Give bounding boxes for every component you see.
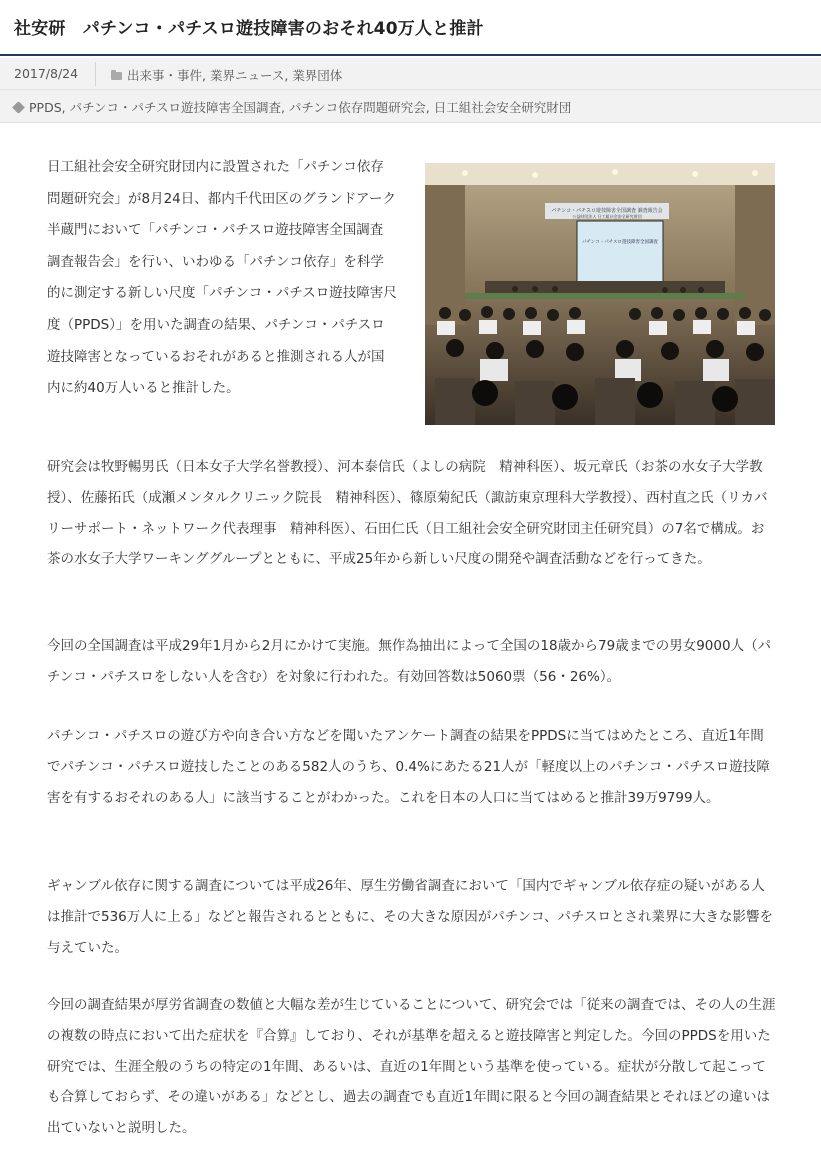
paragraph-results: パチンコ・パチスロの遊び方や向き合い方などを聞いたアンケート調査の結果をPPDSに当てはめたところ、直近1年間でパチンコ・パチスロ遊技したことのある582人のうち、0.4%にあたる21人が「軽度以上のパチンコ・パチスロ遊技障害を有するおそれのある人」に該当することがわかった。これを日本の人口に当てはめると推計39万9799人。 (47, 728, 770, 806)
meta-divider (95, 62, 96, 86)
article-title: 社安研 パチンコ・パチスロ遊技障害のおそれ40万人と推計 (14, 19, 484, 39)
tag-icon (12, 101, 25, 114)
paragraph-members: 研究会は牧野暢男氏（日本女子大学名誉教授）、河本泰信氏（よしの病院 精神科医）、坂元章氏（お茶の水女子大学教授）、佐藤拓氏（成瀬メンタルクリニック院長 精神科医）、篠原菊紀氏（諏訪東京理科大学教授）、西村直之氏（リカバリーサポート・ネットワーク代表理事 精神科医）、石田仁氏（日工組社会安全研究財団主任研究員）の7名で構成。お茶の水女子大学ワーキンググループとともに、平成25年から新しい尺度の開発や調査活動などを行ってきた。 (47, 459, 768, 568)
paragraph-intro: 日工組社会安全研究財団内に設置された「パチンコ依存問題研究会」が8月24日、都内千代田区のグランドアーク半蔵門において「パチンコ・パチスロ遊技障害全国調査 調査報告会」を行い、いわゆる「パチンコ依存」を科学的に測定する新しい尺度「パチンコ・パチスロ遊技障害尺度（PPDS）」を用いた調査の結果、パチンコ・パチスロ遊技障害となっているおそれがあると推測される人が国内に約40万人いると推計した。 (47, 159, 397, 397)
tag-list[interactable] (14, 98, 571, 116)
banner-text-line1: パチンコ・パチスロ遊技障害全国調査 調査報告会 (551, 208, 663, 214)
banner-text-line2: 公益財団法人 日工組社会安全研究財団 (572, 214, 642, 219)
slide-title: パチンコ・パチスロ遊技障害全国調査 (581, 240, 659, 245)
post-date: 2017/8/24 (14, 66, 79, 81)
paragraph-explanation: 今回の調査結果が厚労省調査の数値と大幅な差が生じていることについて、研究会では「従来の調査では、その人の生涯の複数の時点において出た症状を『合算』しており、それが基準を超えると遊技障害と判定した。今回のPPDSを用いた研究では、生涯全般のうちの特定の1年間、あるいは、直近の1年間という基準を使っている。症状が分散して起こっても合算しておらず、その違いがある」などとし、過去の調査でも直近1年間に限ると今回の調査結果とそれほどの違いは出ていないと説明した。 (47, 997, 776, 1137)
meta-row (0, 58, 821, 90)
title-bar (0, 0, 821, 56)
folder-icon (111, 72, 122, 80)
tag-links[interactable]: PPDS, パチンコ・パチスロ遊技障害全国調査, パチンコ依存問題研究会, 日工組社会安全研究財団 (29, 100, 572, 115)
tag-row (0, 90, 821, 123)
paragraph-background: ギャンブル依存に関する調査については平成26年、厚生労働省調査において「国内でギャンブル依存症の疑いがある人は推計で536万人に上る」などと報告されるとともに、その大きな原因がパチンコ、パチスロとされ業界に大きな影響を与えていた。 (47, 878, 774, 956)
event-photo (425, 163, 775, 425)
category-links[interactable]: 出来事・事件, 業界ニュース, 業界団体 (127, 68, 343, 83)
photo-icon (425, 163, 775, 425)
category-list[interactable] (111, 66, 342, 84)
paragraph-survey: 今回の全国調査は平成29年1月から2月にかけて実施。無作為抽出によって全国の18歳から79歳までの男女9000人（パチンコ・パチスロをしない人を含む）を対象に行われた。有効回答数は5060票（56・26%）。 (47, 638, 772, 685)
